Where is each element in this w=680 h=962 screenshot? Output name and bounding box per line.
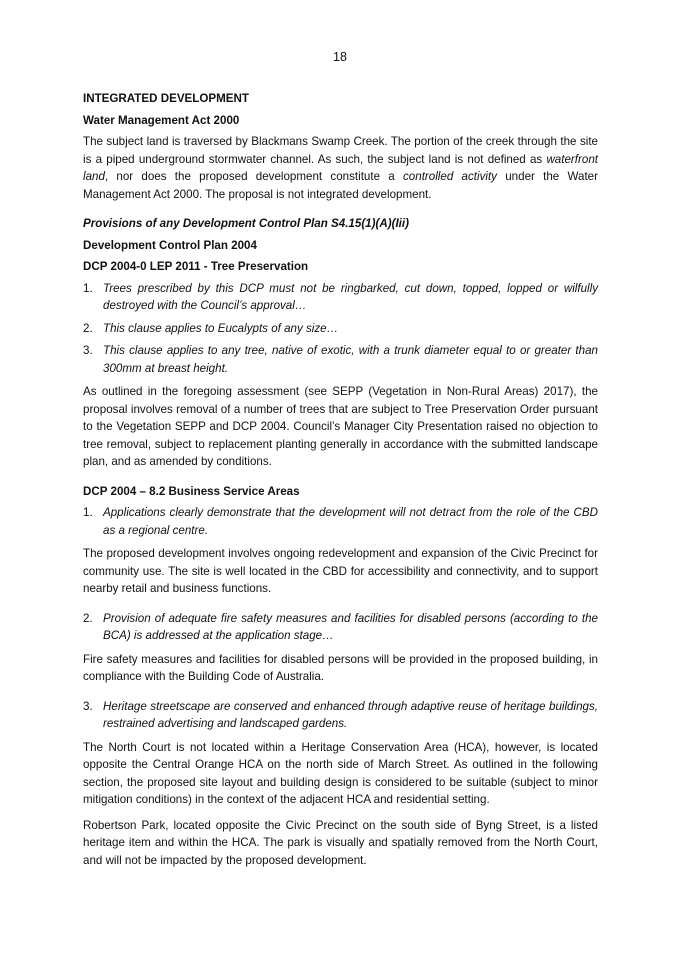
heading-integrated-development: INTEGRATED DEVELOPMENT bbox=[83, 92, 249, 105]
heading-business-service-areas: DCP 2004 – 8.2 Business Service Areas bbox=[83, 484, 300, 498]
text-segment: , nor does the proposed development constitute a bbox=[104, 170, 403, 183]
list-item bbox=[83, 698, 598, 733]
subheading-water-management-act: Water Management Act 2000 bbox=[83, 113, 240, 127]
heading-dcp-provisions: Provisions of any Development Control Plan S4.15(1)(A)(Iii) bbox=[83, 217, 409, 230]
list-text: This clause applies to any tree, native of exotic, with a trunk diameter equal to or greater than 300mm at breast height. bbox=[103, 344, 598, 375]
subheading-tree-preservation: DCP 2004-0 LEP 2011 - Tree Preservation bbox=[83, 260, 309, 273]
list-number: 3. bbox=[83, 699, 93, 713]
document-body bbox=[83, 90, 598, 877]
list-number: 1. bbox=[83, 281, 93, 295]
list-text: Trees prescribed by this DCP must not be ringbarked, cut down, topped, lopped or wilfully destroyed with the Council’s approval… bbox=[103, 281, 598, 312]
list-item bbox=[83, 342, 598, 377]
list-number: 2. bbox=[83, 321, 93, 335]
list-item bbox=[83, 320, 598, 338]
paragraph-water-management bbox=[83, 133, 598, 203]
paragraph-north-court: The North Court is not located within a Heritage Conservation Area (HCA), however, is located opposite the Central Orange HCA on the north side of March Street. As outlined in the following section, the proposed site layout and building design is considered to be suitable (subject to minor mitigation conditions) in the context of the adjacent HCA and residential setting. bbox=[83, 740, 598, 806]
list-item bbox=[83, 610, 598, 645]
emphasis-waterfront-land: waterfront land bbox=[83, 152, 598, 183]
paragraph-civic-precinct: The proposed development involves ongoing redevelopment and expansion of the Civic Precinct for community use. The site is well located in the CBD for accessibility and connectivity, and to support nearby retail and business functions. bbox=[83, 547, 598, 595]
text-segment: The subject land is traversed by Blackmans Swamp Creek. The portion of the creek through the site is a piped underground stormwater channel. As such, the subject land is not defined as bbox=[83, 135, 598, 166]
list-number: 2. bbox=[83, 611, 93, 625]
tree-preservation-list bbox=[83, 280, 598, 378]
list-text: Heritage streetscape are conserved and enhanced through adaptive reuse of heritage buildings, restrained advertising and landscaped gardens. bbox=[103, 699, 598, 730]
business-list-1 bbox=[83, 504, 598, 539]
subheading-dcp-2004: Development Control Plan 2004 bbox=[83, 238, 257, 252]
list-number: 1. bbox=[83, 506, 93, 519]
list-number: 3. bbox=[83, 344, 93, 357]
list-item bbox=[83, 280, 598, 315]
business-list-2 bbox=[83, 610, 598, 645]
list-text: This clause applies to Eucalypts of any size… bbox=[103, 321, 339, 335]
paragraph-tree-assessment: As outlined in the foregoing assessment (see SEPP (Vegetation in Non-Rural Areas) 2017), the proposal involves removal of a number of trees that are subject to Tree Preservation Order pursuant to the Vegetation SEPP and DCP 2004. Council’s Manager City Presentation raised no objection to tree removal, subject to replacement planting generally in accordance with the submitted landscape plan, and as amended by conditions. bbox=[83, 385, 598, 468]
text-segment: under the Water Management Act 2000. The proposal is not integrated development. bbox=[83, 170, 598, 201]
page-number: 18 bbox=[333, 50, 347, 64]
paragraph-robertson-park: Robertson Park, located opposite the Civic Precinct on the south side of Byng Street, is a listed heritage item and within the HCA. The park is visually and spatially removed from the North Court, and will not be impacted by the proposed development. bbox=[83, 818, 598, 867]
business-list-3 bbox=[83, 698, 598, 733]
list-text: Provision of adequate fire safety measures and facilities for disabled persons (according to the BCA) is addressed at the application stage… bbox=[103, 611, 598, 642]
list-text: Applications clearly demonstrate that the development will not detract from the role of the CBD as a regional centre. bbox=[103, 506, 598, 537]
paragraph-fire-safety: Fire safety measures and facilities for disabled persons will be provided in the proposed building, in compliance with the Building Code of Australia. bbox=[83, 652, 598, 683]
list-item bbox=[83, 504, 598, 539]
emphasis-controlled-activity: controlled activity bbox=[403, 170, 497, 183]
